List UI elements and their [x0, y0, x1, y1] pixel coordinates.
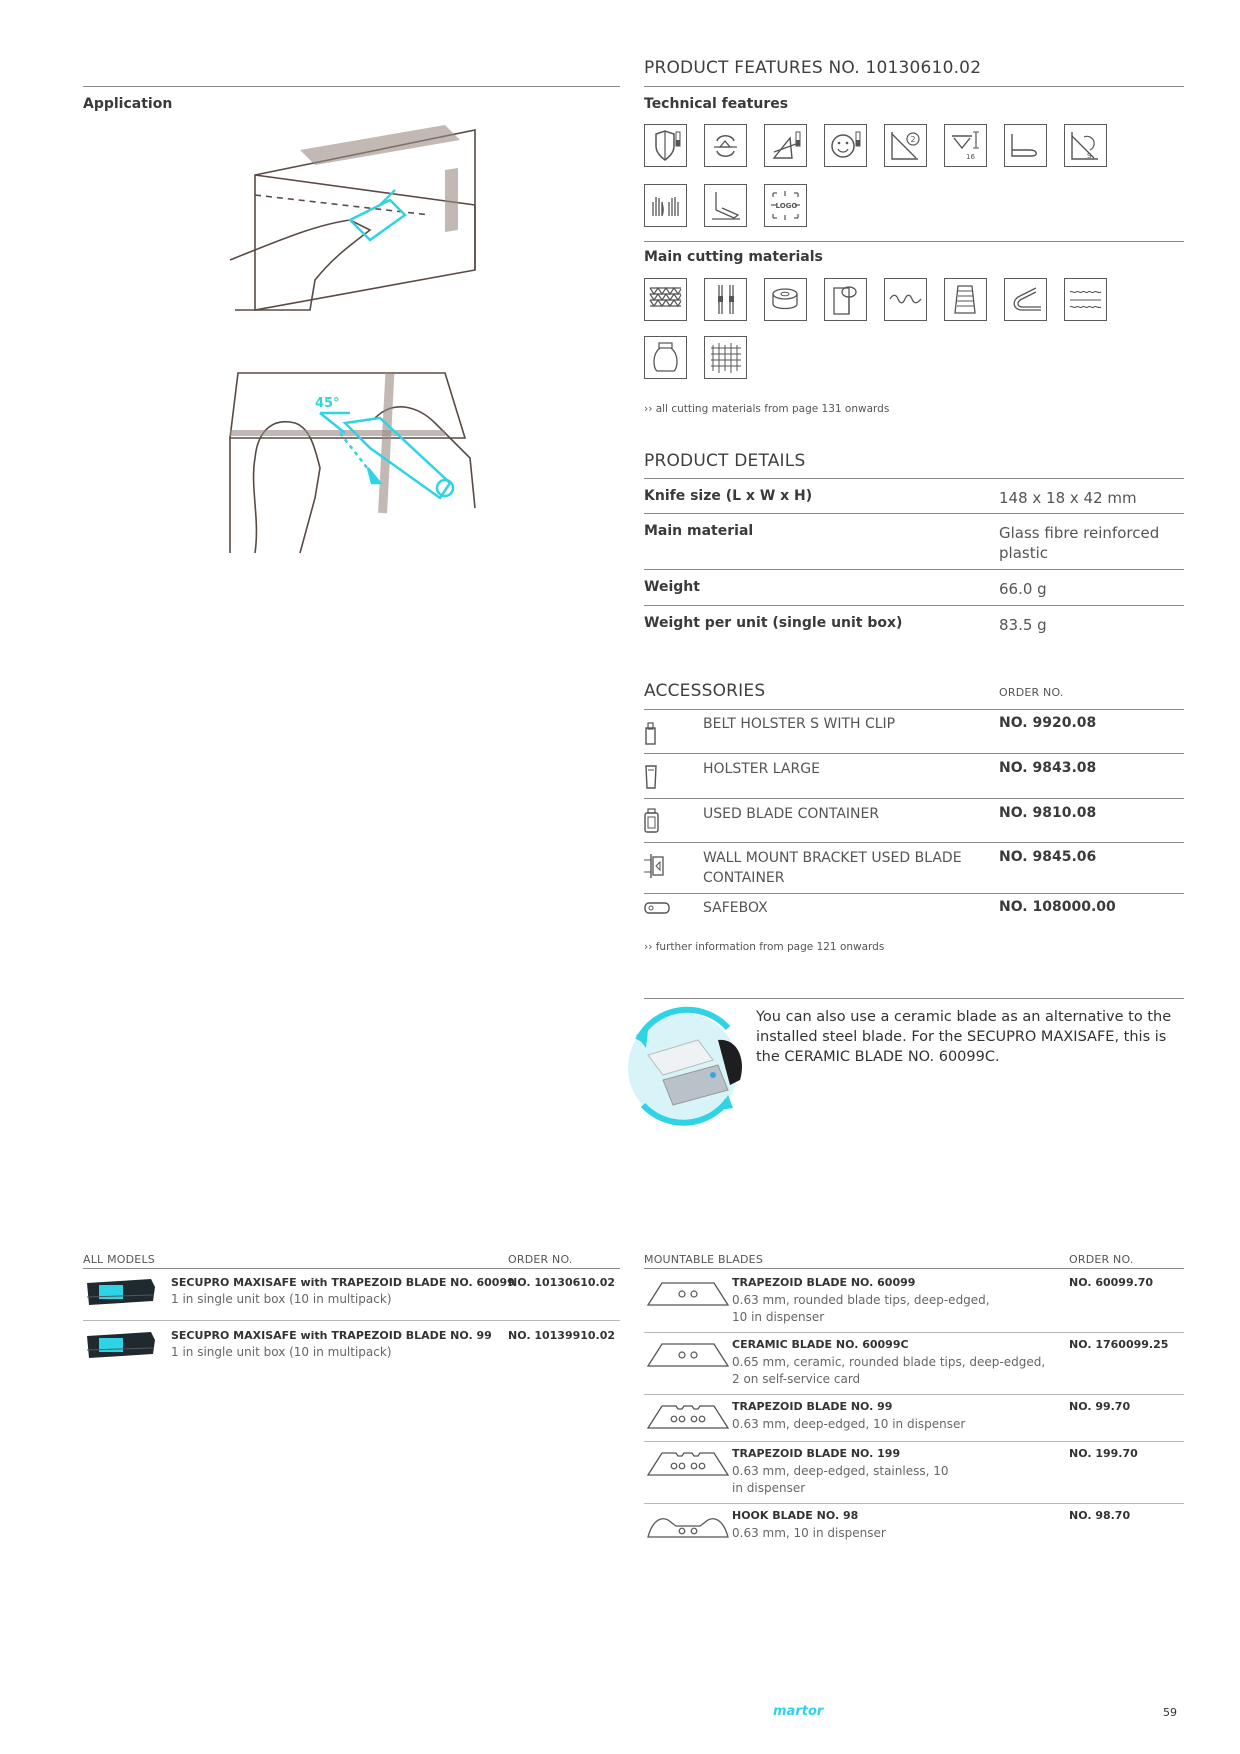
accessory-rule: [644, 893, 1184, 894]
detail-label: Weight: [644, 579, 700, 595]
model-title: SECUPRO MAXISAFE with TRAPEZOID BLADE NO. 60099: [171, 1276, 515, 1289]
two-sided-blade-icon: [884, 124, 927, 167]
details-top-rule: [644, 478, 1184, 479]
model-desc: 1 in single unit box (10 in multipack): [171, 1345, 392, 1359]
accessories-heading: ACCESSORIES: [644, 681, 766, 701]
accessory-name: BELT HOLSTER S WITH CLIP: [703, 716, 896, 732]
svg-text:S: S: [1087, 152, 1092, 160]
knife-thumbnail: [85, 1275, 157, 1309]
sack-icon: [644, 336, 687, 379]
blade-desc: 0.63 mm, rounded blade tips, deep-edged, 10 in dispenser: [732, 1293, 990, 1324]
application-heading: Application: [83, 96, 173, 112]
brand-logo: martor: [773, 1704, 824, 1719]
ceramic-rule: [644, 998, 1184, 999]
blade-title: TRAPEZOID BLADE NO. 60099: [732, 1276, 916, 1289]
blade-rule: [644, 1394, 1184, 1395]
accessories-order-label: ORDER NO.: [999, 686, 1064, 699]
belt-holster-icon: [643, 722, 659, 746]
trapezoid-blade-notched-icon: [646, 1450, 730, 1478]
blade-rule: [644, 1332, 1184, 1333]
page-number: 59: [1163, 1706, 1177, 1719]
detail-label: Knife size (L x W x H): [644, 488, 813, 504]
materials-rule: [644, 241, 1184, 242]
trapezoid-blade-notched-icon: [646, 1403, 730, 1431]
models-rule: [83, 1268, 620, 1269]
blade-rule: [644, 1503, 1184, 1504]
accessory-no: NO. 9810.08: [999, 805, 1097, 821]
blade-title: TRAPEZOID BLADE NO. 199: [732, 1447, 901, 1460]
accessory-name: HOLSTER LARGE: [703, 761, 820, 777]
blade-no: NO. 1760099.25: [1069, 1338, 1169, 1351]
detail-label: Weight per unit (single unit box): [644, 615, 903, 631]
blade-title: CERAMIC BLADE NO. 60099C: [732, 1338, 909, 1351]
accessory-rule: [644, 842, 1184, 843]
blades-heading: MOUNTABLE BLADES: [644, 1253, 763, 1266]
blade-title: HOOK BLADE NO. 98: [732, 1509, 859, 1522]
accessory-no: NO. 9845.06: [999, 849, 1097, 865]
accessory-rule: [644, 798, 1184, 799]
model-rule: [83, 1320, 620, 1321]
blade-desc: 0.63 mm, deep-edged, stainless, 10 in dispenser: [732, 1464, 949, 1495]
materials-note: ›› all cutting materials from page 131 onwards: [644, 403, 890, 415]
ceramic-blade-icon: [646, 1341, 730, 1369]
mesh-fabric-icon: [704, 336, 747, 379]
detail-value: 83.5 g: [999, 616, 1047, 634]
blade-no: NO. 60099.70: [1069, 1276, 1154, 1289]
left-right-hand-icon: [644, 184, 687, 227]
wall-bracket-icon: [643, 852, 667, 880]
model-no: NO. 10130610.02: [508, 1276, 616, 1289]
adhesive-tape-icon: [764, 278, 807, 321]
corrugated-cardboard-icon: [644, 278, 687, 321]
application-illustration-box: [220, 120, 500, 320]
blade-guard-icon: [764, 124, 807, 167]
blade-no: NO. 98.70: [1069, 1509, 1131, 1522]
ceramic-text: You can also use a ceramic blade as an alternative to the installed steel blade. For the SECUPRO MAXISAFE, this is the CERAMIC BLADE NO. 60099C.: [756, 1009, 1172, 1065]
detail-label: Main material: [644, 523, 754, 539]
blade-no: NO. 199.70: [1069, 1447, 1138, 1460]
accessory-name: SAFEBOX: [703, 900, 768, 916]
foil-icon: [884, 278, 927, 321]
blade-desc: 0.65 mm, ceramic, rounded blade tips, deep-edged, 2 on self-service card: [732, 1355, 1046, 1386]
blade-no: NO. 99.70: [1069, 1400, 1131, 1413]
detail-rule: [644, 605, 1184, 606]
paper-roll-icon: [824, 278, 867, 321]
accessories-rule: [644, 709, 1184, 710]
application-top-rule: [83, 86, 620, 87]
accessory-no: NO. 108000.00: [999, 899, 1116, 915]
materials-heading: Main cutting materials: [644, 249, 823, 265]
trapezoid-blade-icon: [646, 1280, 730, 1308]
logo-icon: [764, 184, 807, 227]
blade-desc: 0.63 mm, 10 in dispenser: [732, 1526, 886, 1540]
technical-heading: Technical features: [644, 96, 789, 112]
thread-cone-icon: [944, 278, 987, 321]
svg-text:LOGO: LOGO: [775, 202, 798, 210]
detail-value: 66.0 g: [999, 580, 1047, 598]
tape-splitter-icon: [704, 184, 747, 227]
angle-label: 45°: [315, 396, 340, 411]
detail-value: 148 x 18 x 42 mm: [999, 489, 1137, 507]
model-title: SECUPRO MAXISAFE with TRAPEZOID BLADE NO. 99: [171, 1329, 492, 1342]
model-no: NO. 10139910.02: [508, 1329, 616, 1342]
svg-text:16: 16: [966, 153, 975, 161]
detail-rule: [644, 569, 1184, 570]
safebox-icon: [643, 900, 671, 916]
svg-text:2: 2: [910, 135, 916, 144]
accessory-no: NO. 9920.08: [999, 715, 1097, 731]
models-order-label: ORDER NO.: [508, 1253, 573, 1266]
features-heading: PRODUCT FEATURES NO. 10130610.02: [644, 58, 982, 78]
accessories-note: ›› further information from page 121 onwards: [644, 941, 885, 953]
detail-value: Glass fibre reinforced plastic: [999, 524, 1160, 562]
blade-container-icon: [643, 808, 661, 834]
hook-blade-icon: [646, 1512, 730, 1540]
accessory-rule: [644, 753, 1184, 754]
flat-cut-icon: [1004, 124, 1047, 167]
blades-order-label: ORDER NO.: [1069, 1253, 1134, 1266]
blade-desc: 0.63 mm, deep-edged, 10 in dispenser: [732, 1417, 966, 1431]
blade-change-icon: [1064, 124, 1107, 167]
blade-retraction-icon: [704, 124, 747, 167]
model-desc: 1 in single unit box (10 in multipack): [171, 1292, 392, 1306]
film-icon: [1004, 278, 1047, 321]
cutting-depth-icon: [944, 124, 987, 167]
strapping-icon: [704, 278, 747, 321]
blades-rule: [644, 1268, 1184, 1269]
accessory-no: NO. 9843.08: [999, 760, 1097, 776]
smiley-ergonomic-icon: [824, 124, 867, 167]
carpet-icon: [1064, 278, 1107, 321]
blade-title: TRAPEZOID BLADE NO. 99: [732, 1400, 893, 1413]
models-heading: ALL MODELS: [83, 1253, 155, 1266]
knife-thumbnail: [85, 1328, 157, 1362]
ceramic-blade-illustration: [618, 1000, 748, 1130]
details-heading: PRODUCT DETAILS: [644, 451, 806, 471]
accessory-name: USED BLADE CONTAINER: [703, 806, 880, 822]
shield-safety-icon: [644, 124, 687, 167]
accessory-name: WALL MOUNT BRACKET USED BLADE CONTAINER: [703, 850, 962, 886]
features-rule: [644, 86, 1184, 87]
application-illustration-cut: [220, 368, 500, 558]
detail-rule: [644, 513, 1184, 514]
holster-large-icon: [643, 764, 659, 790]
blade-rule: [644, 1441, 1184, 1442]
